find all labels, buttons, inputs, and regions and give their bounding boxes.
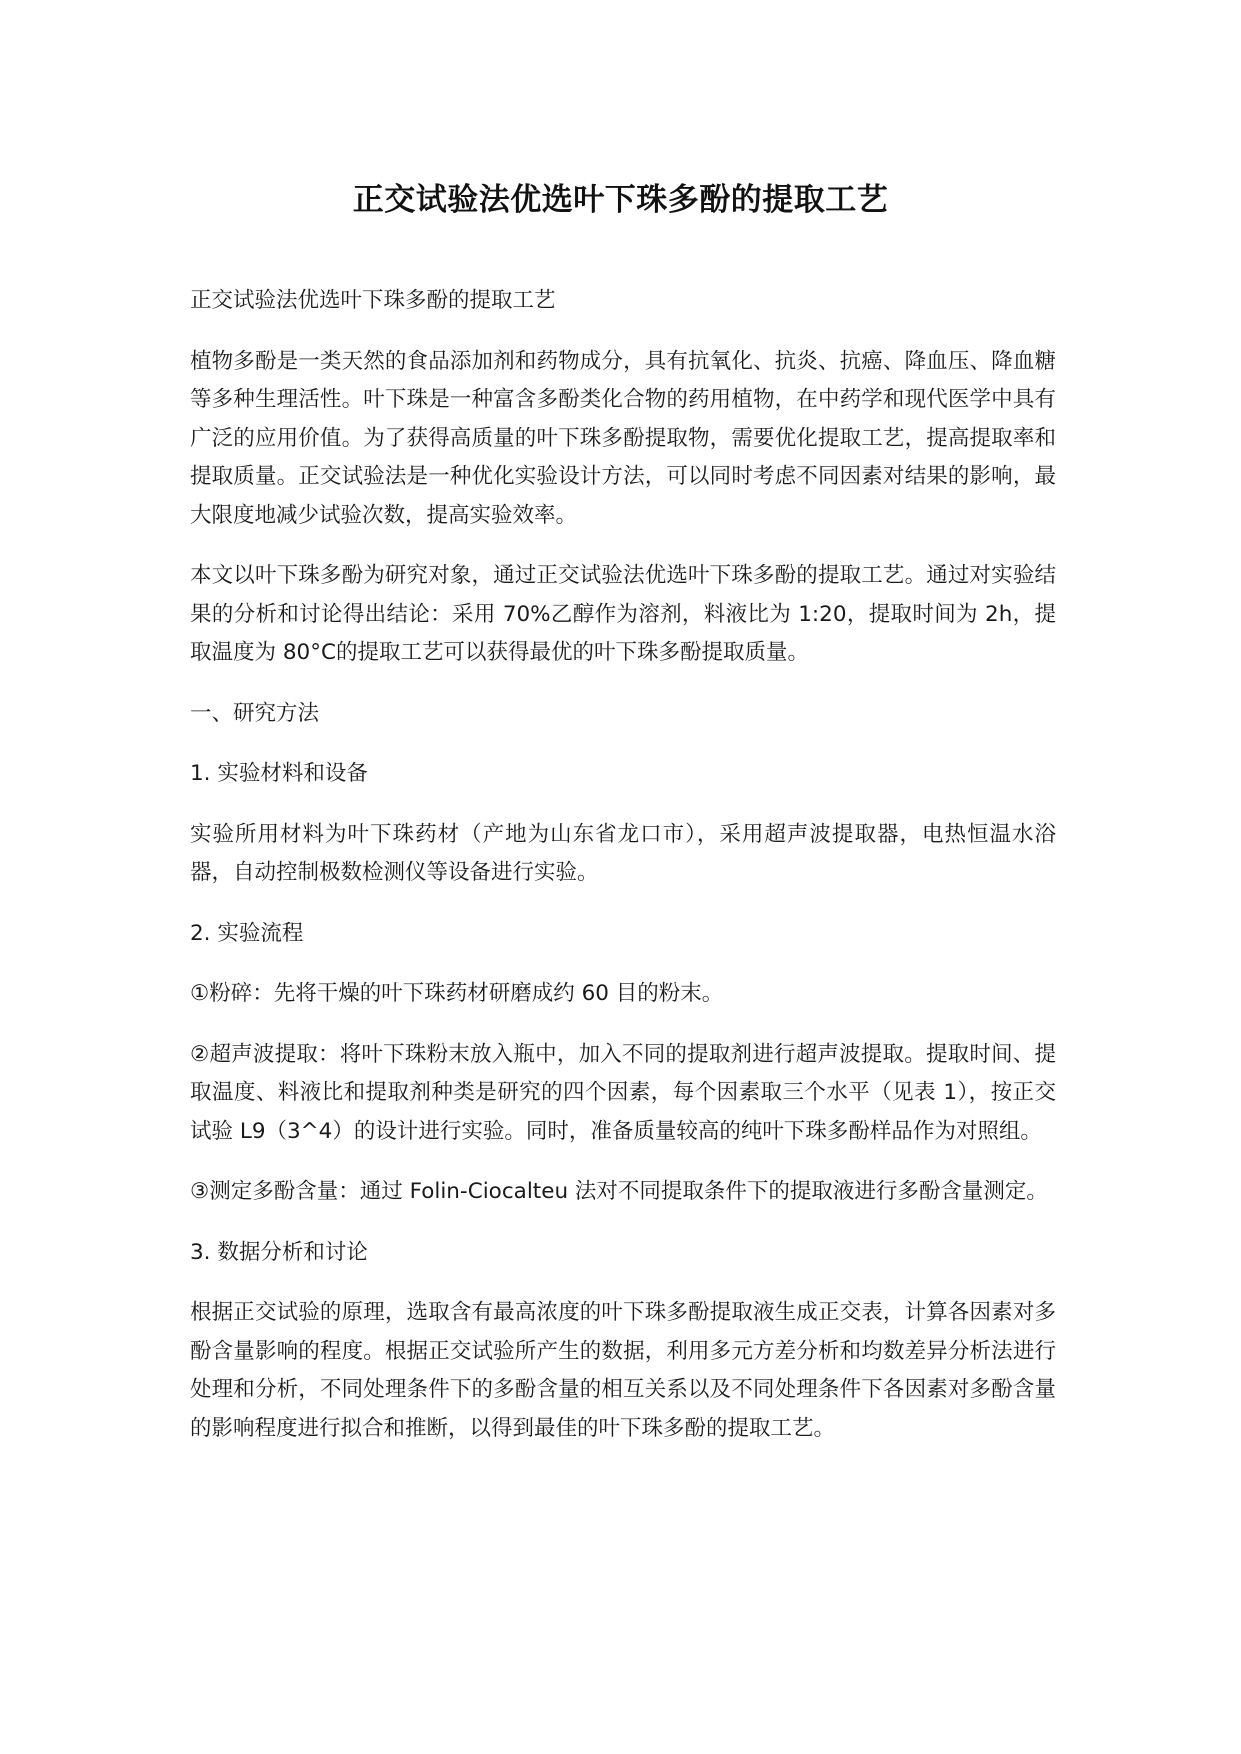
paragraph-summary: 本文以叶下珠多酚为研究对象，通过正交试验法优选叶下珠多酚的提取工艺。通过对实验结果的分析和讨论得出结论：采用 70%乙醇作为溶剂，料液比为 1:20，提取时间为 2h，提取温度为 80°C的提取工艺可以获得最优的叶下珠多酚提取质量。: [190, 563, 1056, 665]
paragraph-intro: 植物多酚是一类天然的食品添加剂和药物成分，具有抗氧化、抗炎、抗癌、降血压、降血糖等多种生理活性。叶下珠是一种富含多酚类化合物的药用植物，在中药学和现代医学中具有广泛的应用价值。为了获得高质量的叶下珠多酚提取物，需要优化提取工艺，提高提取率和提取质量。正交试验法是一种优化实验设计方法，可以同时考虑不同因素对结果的影响，最大限度地减少试验次数，提高实验效率。: [190, 348, 1056, 528]
subsection-heading-process: 2. 实验流程: [190, 920, 304, 946]
paragraph-step-measurement: ③测定多酚含量：通过 Folin-Ciocalteu 法对不同提取条件下的提取液进行多酚含量测定。: [190, 1179, 1048, 1204]
paragraph-step-extraction: ②超声波提取：将叶下珠粉末放入瓶中，加入不同的提取剂进行超声波提取。提取时间、提取温度、料液比和提取剂种类是研究的四个因素，每个因素取三个水平（见表 1），按正交试验 L9（3^4）的设计进行实验。同时，准备质量较高的纯叶下珠多酚样品作为对照组。: [190, 1041, 1056, 1144]
paragraph-materials: 实验所用材料为叶下珠药材（产地为山东省龙口市），采用超声波提取器，电热恒温水浴器，自动控制极数检测仪等设备进行实验。: [190, 821, 1056, 885]
paragraph-analysis: 根据正交试验的原理，选取含有最高浓度的叶下珠多酚提取液生成正交表，计算各因素对多酚含量影响的程度。根据正交试验所产生的数据，利用多元方差分析和均数差异分析法进行处理和分析，不同处理条件下的多酚含量的相互关系以及不同处理条件下各因素对多酚含量的影响程度进行拟合和推断，以得到最佳的叶下珠多酚的提取工艺。: [190, 1300, 1056, 1441]
document-body: [190, 282, 1056, 1470]
document-title: 正交试验法优选叶下珠多酚的提取工艺: [352, 182, 889, 218]
subsection-heading-materials: 1. 实验材料和设备: [190, 761, 368, 786]
section-heading-methods: 一、研究方法: [190, 700, 320, 726]
paragraph-step-grinding: ①粉碎：先将干燥的叶下珠药材研磨成约 60 目的粉末。: [190, 981, 724, 1006]
subsection-heading-analysis: 3. 数据分析和讨论: [190, 1239, 368, 1265]
paragraph-subtitle: 正交试验法优选叶下珠多酚的提取工艺: [190, 288, 556, 313]
